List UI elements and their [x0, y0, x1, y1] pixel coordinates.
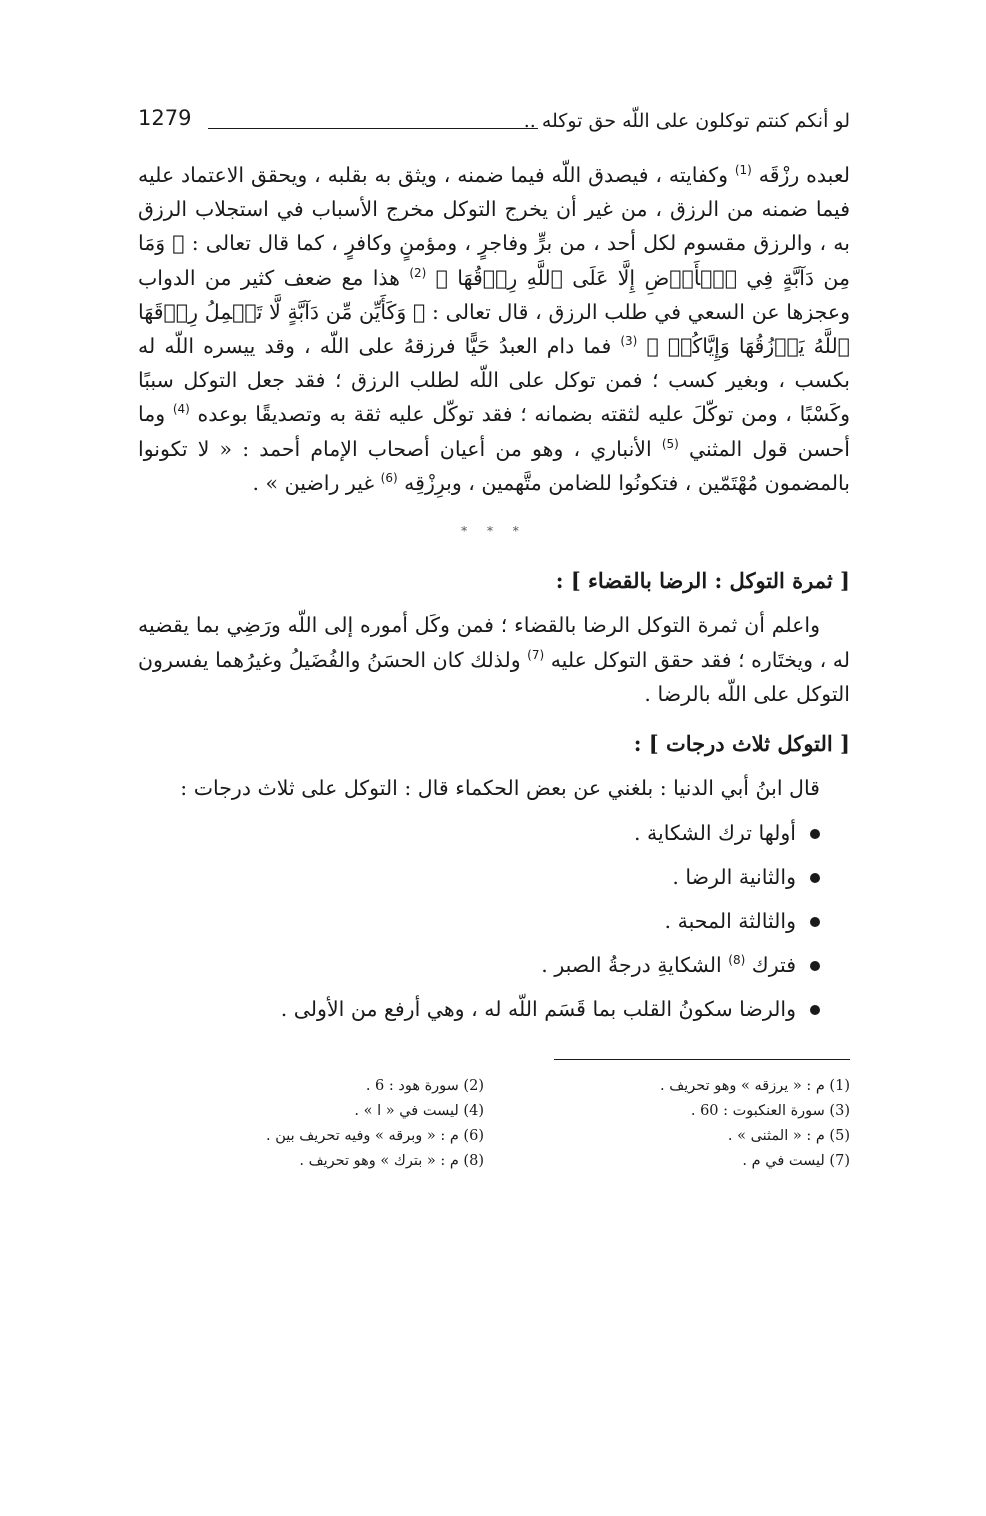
footnote-2: (2) سورة هود : 6 . — [365, 1078, 484, 1095]
footnote-ref-7[interactable]: (7) — [527, 647, 545, 662]
footnotes — [138, 1074, 850, 1174]
footnote-7: (7) ليست في م . — [742, 1153, 850, 1170]
list-item: فترك $^{(8)}$ الشكايةِ درجةُ الصبر . — [138, 943, 820, 987]
running-title: لو أنكم كنتم توكلون على اللّه حق توكله .. — [523, 110, 850, 132]
footnote-ref-3[interactable]: (3) — [620, 334, 638, 349]
footnote-ref-2[interactable]: (2) — [409, 265, 427, 280]
footnote-ref-6[interactable]: (6) — [380, 471, 398, 485]
list-item: والرضا سكونُ القلب بما قَسَم اللّه له ، وهي أرفع من الأولى . — [138, 987, 820, 1031]
list-item: والثانية الرضا . — [138, 855, 820, 899]
degrees-list — [138, 811, 850, 1031]
list-item: والثالثة المحبة . — [138, 899, 820, 943]
footnote-4: (4) ليست في « ا » . — [354, 1103, 484, 1120]
heading-thamarat-tawakkul: [ ثمرة التوكل : الرضا بالقضاء ] : — [555, 568, 850, 594]
footnote-rule — [554, 1059, 850, 1060]
list-item: أولها ترك الشكاية . — [138, 811, 820, 855]
footnote-5: (5) م : « المثنى » . — [727, 1128, 850, 1145]
paragraph-tawakkul-rizq: لعبده رزْقَه $^{(1)}$ وكفايته ، فيصدق اللّه فيما ضمنه ، ويثق به بقلبه ، ويحقق الاعتماد عليه فيما ضمنه من الرزق ، من غير أن يخرج التوكل مخرج الأسباب في استجلاب الرزق به ، والرزق مقسوم لكل أحد ، من برٍّ وفاجرٍ ، ومؤمنٍ وكافرٍ ، كما قال تعالى : ﴿ وَمَا مِن دَآبَّةٍ فِي ٱلۡأَرۡضِ إِلَّا عَلَى ٱللَّهِ رِزۡقُهَا ﴾ $^{(2)}$ هذا مع ضعف كثير من الدواب وعجزها عن السعي في طلب الرزق ، قال تعالى : ﴿ وَكَأَيِّن مِّن دَآبَّةٍ لَّا تَحۡمِلُ رِزۡقَهَا ٱللَّهُ يَرۡزُقُهَا وَإِيَّاكُمۡ ﴾ $^{(3)}$ فما دام العبدُ حَيًّا فرزقهُ على اللّه ، وقد ييسره اللّه له بكسب ، وبغير كسب ؛ فمن توكل على اللّه لطلب الرزق ؛ فقد جعل التوكل سببًا وكَسْبًا ، ومن توكّلَ عليه لثقته بضمانه ؛ فقد توكّل عليه ثقة به وتصديقًا بوعده $^{(4)}$ وما أحسن قول المثني $^{(5)}$ الأنباري ، وهو من أعيان أصحاب الإمام أحمد : « لا تكونوا بالمضمون مُهْتَمّين ، فتكونُوا للضامن متَّهمين ، وبرِزْقِه $^{(6)}$ غير راضين » . — [138, 163, 850, 495]
page-header — [138, 104, 850, 148]
section-separator: * * * — [461, 524, 527, 539]
footnote-3: (3) سورة العنكبوت : 60 . — [690, 1103, 850, 1120]
main-text — [138, 158, 850, 1031]
paragraph-ibn-abi-dunya: قال ابنُ أبي الدنيا : بلغني عن بعض الحكماء قال : التوكل على ثلاث درجات : — [180, 776, 820, 801]
header-rule — [208, 128, 538, 129]
footnote-1: (1) م : « يرزقه » وهو تحريف . — [660, 1078, 850, 1095]
paragraph-rida: واعلم أن ثمرة التوكل الرضا بالقضاء ؛ فمن وكَل أموره إلى اللّه ورَضِي بما يقضيه له ، ويختَاره ؛ فقد حقق التوكل عليه $^{(7)}$ ولذلك كان الحسَنُ والفُضَيلُ وغيرُهما يفسرون التوكل على اللّه بالرضا . — [138, 613, 850, 706]
footnote-ref-1[interactable]: (1) — [734, 163, 752, 178]
footnote-8: (8) م : « بترك » وهو تحريف . — [299, 1153, 484, 1170]
footnote-ref-5[interactable]: (5) — [661, 436, 679, 451]
page-number: 1279 — [138, 106, 192, 130]
book-page — [138, 104, 850, 1174]
footnote-ref-8[interactable]: (8) — [728, 953, 746, 968]
heading-three-degrees: [ التوكل ثلاث درجات ] : — [633, 731, 850, 757]
footnote-ref-4[interactable]: (4) — [172, 402, 190, 417]
footnote-6: (6) م : « وبرقه » وفيه تحريف بين . — [266, 1128, 484, 1145]
